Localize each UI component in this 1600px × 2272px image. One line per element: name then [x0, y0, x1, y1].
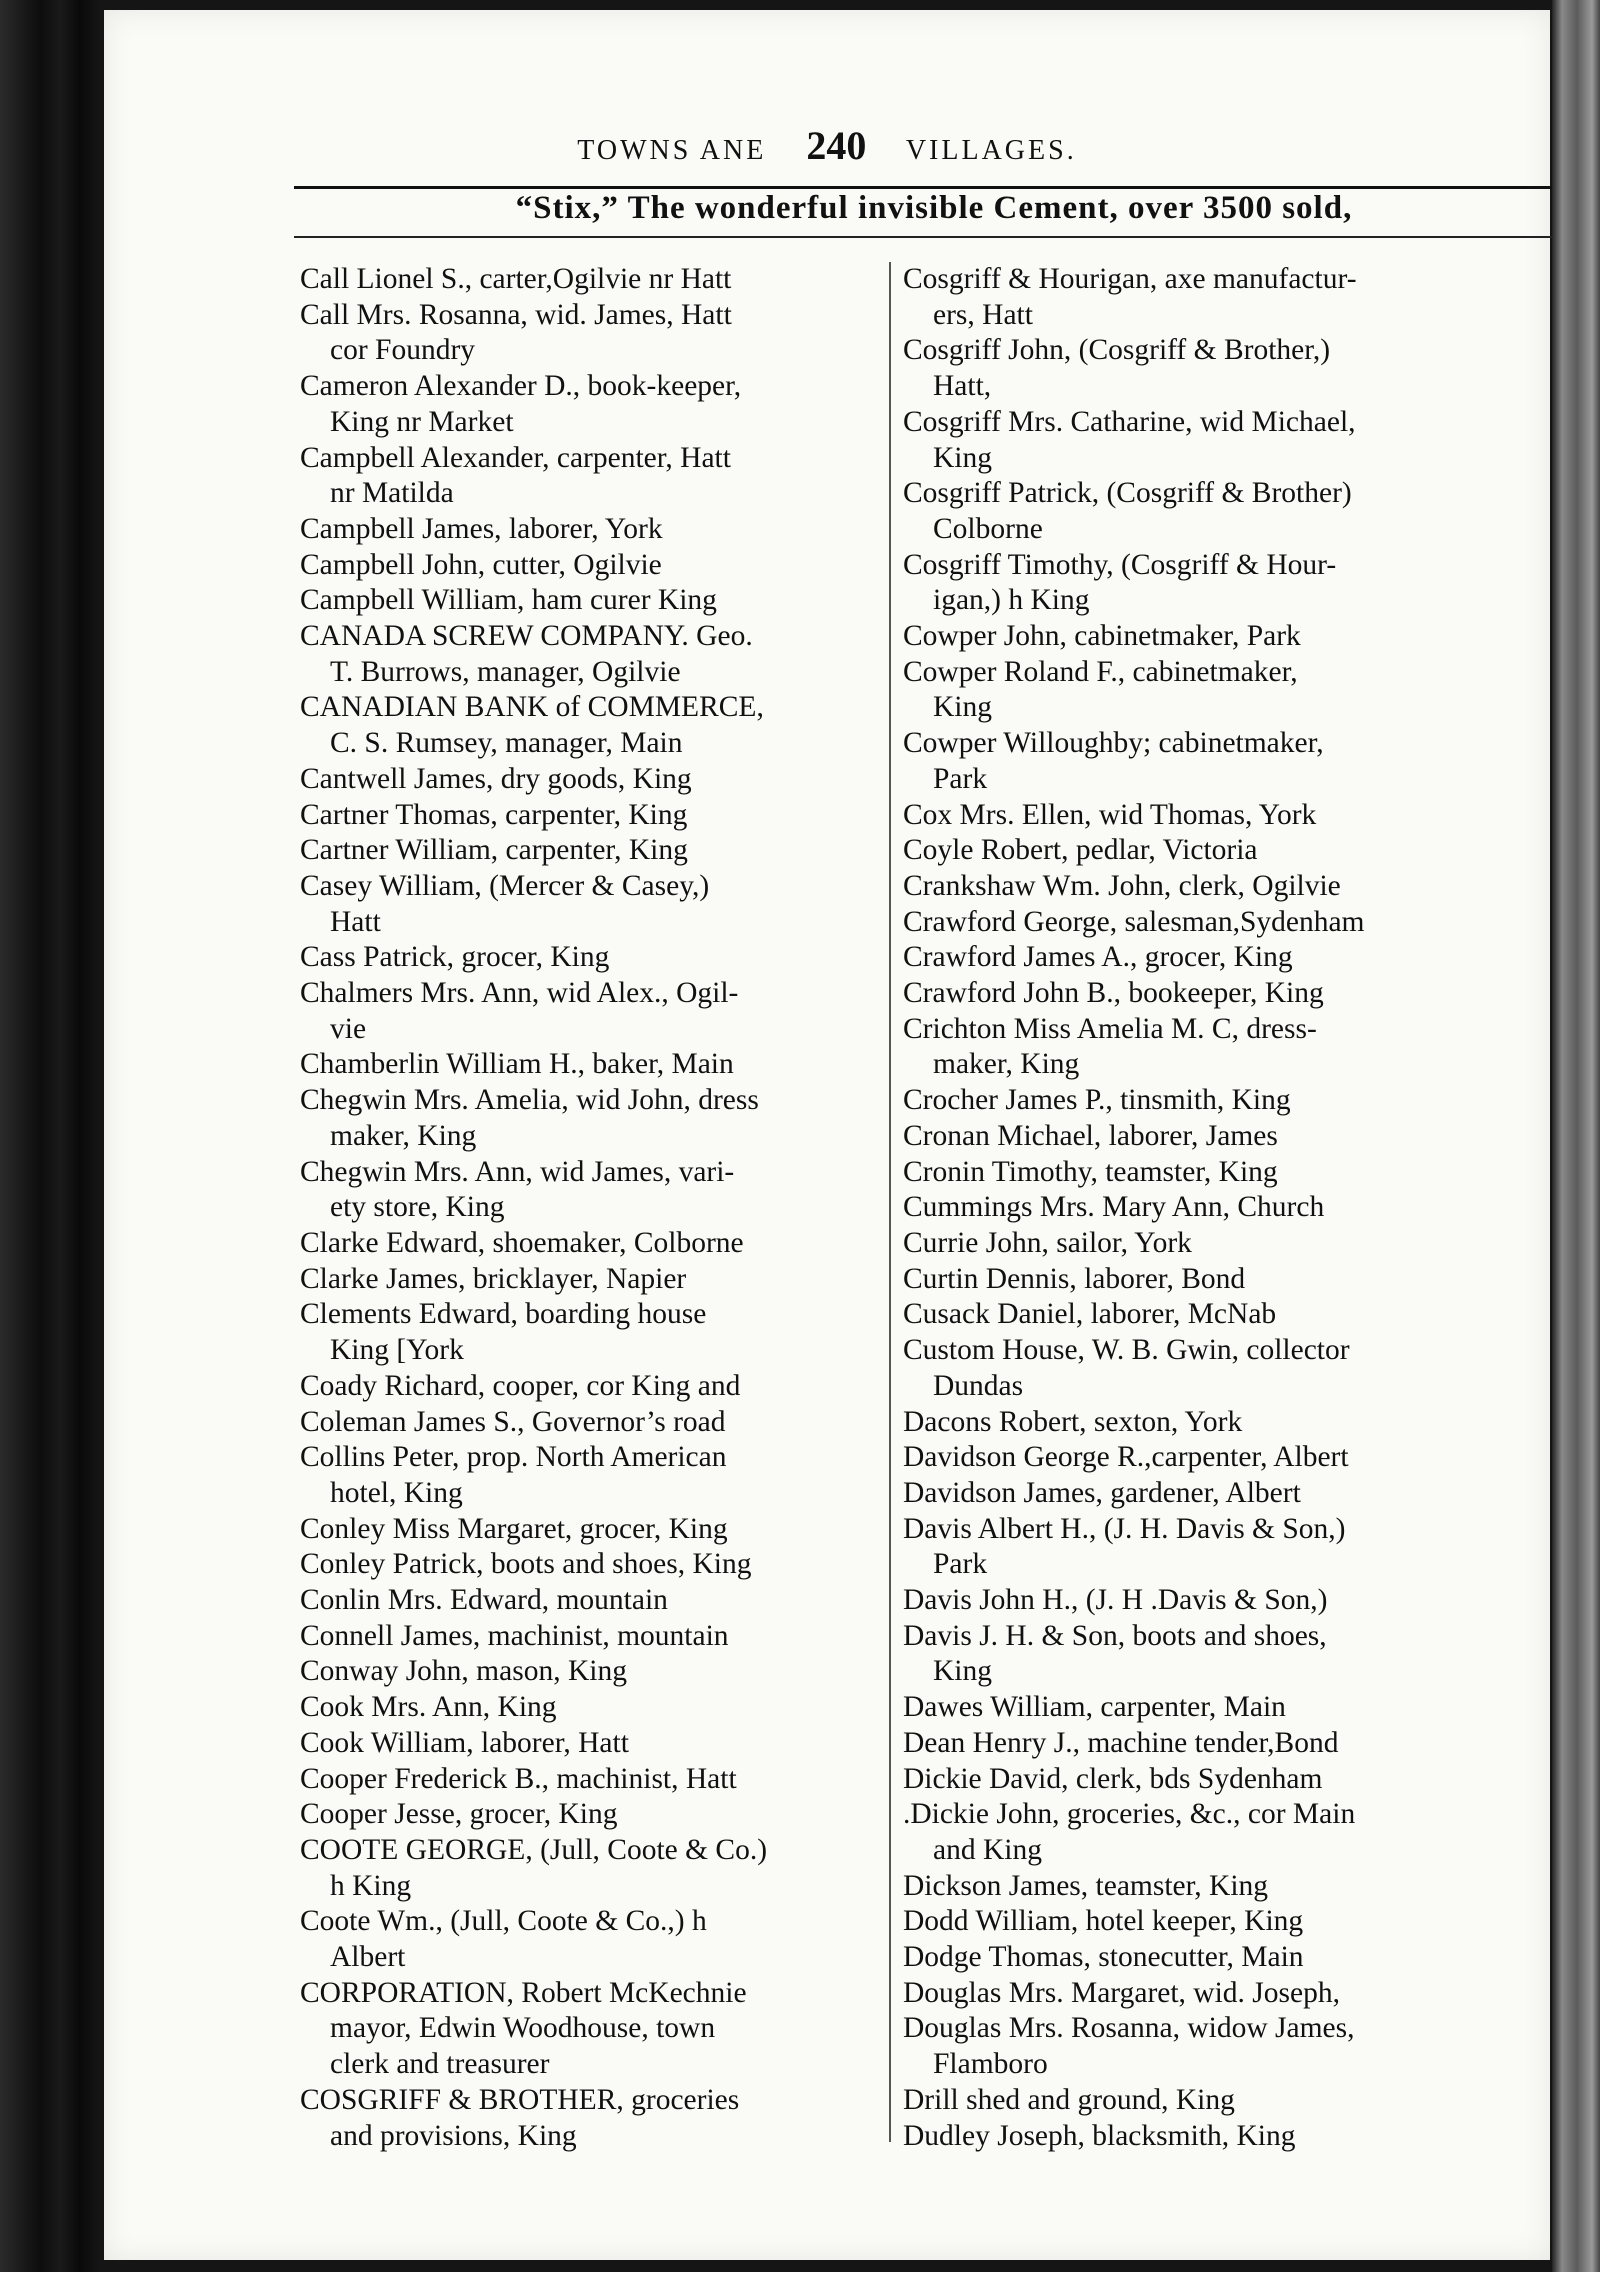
entry-line: Dacons Robert, sexton, York: [903, 1405, 1243, 1438]
entry-line: hotel, King: [330, 1476, 463, 1509]
entry-line: Davis Albert H., (J. H. Davis & Son,): [903, 1512, 1346, 1545]
entry-line: Chegwin Mrs. Ann, wid James, vari-: [300, 1155, 735, 1188]
entry-line: Cowper Willoughby; cabinetmaker,: [903, 727, 1324, 760]
header-right: VILLAGES.: [905, 135, 1077, 166]
entry-line: Hatt: [330, 905, 381, 938]
directory-entry: [903, 905, 1478, 941]
entry-line: Dawes William, carpenter, Main: [903, 1691, 1286, 1724]
directory-entry: [300, 798, 875, 834]
directory-entry: [903, 1512, 1478, 1583]
directory-entry: [903, 1190, 1478, 1226]
entry-line: Call Mrs. Rosanna, wid. James, Hatt: [300, 298, 732, 331]
directory-entry: [903, 1155, 1478, 1191]
directory-entry: [903, 619, 1478, 655]
entry-line: Cox Mrs. Ellen, wid Thomas, York: [903, 798, 1317, 831]
directory-entry: [903, 976, 1478, 1012]
entry-line: Clarke James, bricklayer, Napier: [300, 1262, 687, 1295]
entry-line: Douglas Mrs. Margaret, wid. Joseph,: [903, 1976, 1340, 2009]
entry-line: Cowper John, cabinetmaker, Park: [903, 620, 1301, 653]
entry-line: Cronin Timothy, teamster, King: [903, 1155, 1278, 1188]
directory-entry: [903, 548, 1478, 619]
entry-line: Conlin Mrs. Edward, mountain: [300, 1584, 668, 1617]
directory-entry: [300, 1047, 875, 1083]
directory-entry: [903, 1690, 1478, 1726]
directory-entry: [903, 2083, 1478, 2119]
directory-entry: [300, 548, 875, 584]
directory-entry: [300, 583, 875, 619]
directory-entry: [300, 940, 875, 976]
directory-entry: [300, 1583, 875, 1619]
banner-bottom-rule: [294, 236, 1574, 238]
directory-entry: [300, 619, 875, 690]
entry-line: Dean Henry J., machine tender,Bond: [903, 1726, 1339, 1759]
entry-line: Colborne: [933, 512, 1043, 545]
directory-entry: [903, 869, 1478, 905]
entry-line: Campbell James, laborer, York: [300, 512, 663, 545]
entry-line: Call Lionel S., carter,Ogilvie nr Hatt: [300, 263, 732, 295]
entry-line: Casey William, (Mercer & Casey,): [300, 869, 710, 902]
entry-line: Crocher James P., tinsmith, King: [903, 1084, 1291, 1117]
entry-line: Park: [933, 762, 988, 795]
entry-line: Coote Wm., (Jull, Coote & Co.,) h: [300, 1905, 707, 1938]
entry-line: Clarke Edward, shoemaker, Colborne: [300, 1226, 744, 1259]
entry-line: Hatt,: [933, 370, 992, 403]
directory-page: [104, 10, 1550, 2260]
directory-entry: [300, 298, 875, 369]
directory-entry: [903, 940, 1478, 976]
entry-line: vie: [330, 1012, 367, 1045]
right-column: [903, 262, 1478, 2154]
entry-line: Clements Edward, boarding house: [300, 1298, 707, 1331]
directory-entry: [903, 798, 1478, 834]
entry-line: Connell James, machinist, mountain: [300, 1619, 729, 1652]
directory-entry: [300, 1083, 875, 1154]
entry-line: Campbell John, cutter, Ogilvie: [300, 548, 662, 581]
entry-line: Park: [933, 1548, 988, 1581]
directory-entry: [903, 1797, 1478, 1868]
entry-line: clerk and treasurer: [330, 2048, 550, 2081]
entry-line: CANADA SCREW COMPANY. Geo.: [300, 620, 753, 653]
entry-line: Flamboro: [933, 2048, 1048, 2081]
entry-line: Campbell Alexander, carpenter, Hatt: [300, 441, 731, 474]
directory-entry: [903, 1297, 1478, 1333]
entry-line: .Dickie John, groceries, &c., cor Main: [903, 1798, 1356, 1831]
entry-line: CORPORATION, Robert McKechnie: [300, 1976, 747, 2009]
running-header: [104, 122, 1550, 169]
directory-entry: [300, 1405, 875, 1441]
directory-entry: [300, 1654, 875, 1690]
entry-line: Cook Mrs. Ann, King: [300, 1691, 557, 1724]
directory-entry: [300, 1690, 875, 1726]
entry-line: Cantwell James, dry goods, King: [300, 762, 692, 795]
entry-line: Cosgriff & Hourigan, axe manufactur-: [903, 263, 1357, 295]
directory-entry: [300, 1726, 875, 1762]
entry-line: Currie John, sailor, York: [903, 1226, 1192, 1259]
entry-line: maker, King: [330, 1119, 477, 1152]
directory-entry: [903, 1226, 1478, 1262]
entry-line: Drill shed and ground, King: [903, 2083, 1235, 2116]
directory-entry: [903, 405, 1478, 476]
left-column: [300, 262, 875, 2154]
directory-entry: [903, 1262, 1478, 1298]
entry-line: Chalmers Mrs. Ann, wid Alex., Ogil-: [300, 977, 739, 1010]
entry-line: King: [933, 441, 992, 474]
entry-line: Cosgriff Patrick, (Cosgriff & Brother): [903, 477, 1352, 510]
entry-line: Davis John H., (J. H .Davis & Son,): [903, 1584, 1328, 1617]
entry-line: ety store, King: [330, 1191, 505, 1224]
entry-line: Chamberlin William H., baker, Main: [300, 1048, 734, 1081]
entry-line: igan,) h King: [933, 584, 1090, 617]
entry-line: Cosgriff Mrs. Catharine, wid Michael,: [903, 405, 1356, 438]
directory-entry: [903, 1940, 1478, 1976]
directory-entry: [300, 512, 875, 548]
entry-line: Collins Peter, prop. North American: [300, 1441, 727, 1474]
directory-entry: [903, 1476, 1478, 1512]
entry-line: Davis J. H. & Son, boots and shoes,: [903, 1619, 1327, 1652]
entry-line: T. Burrows, manager, Ogilvie: [330, 655, 681, 688]
book-edge: [1552, 0, 1600, 2272]
directory-entry: [903, 1083, 1478, 1119]
entry-line: Davidson George R.,carpenter, Albert: [903, 1441, 1349, 1474]
entry-line: Cooper Frederick B., machinist, Hatt: [300, 1762, 737, 1795]
directory-entry: [300, 762, 875, 798]
entry-line: Crankshaw Wm. John, clerk, Ogilvie: [903, 869, 1341, 902]
entry-line: COSGRIFF & BROTHER, groceries: [300, 2083, 740, 2116]
entry-line: Conway John, mason, King: [300, 1655, 627, 1688]
entry-line: h King: [330, 1869, 412, 1902]
directory-entry: [300, 833, 875, 869]
entry-line: Dundas: [933, 1369, 1024, 1402]
entry-line: Cartner Thomas, carpenter, King: [300, 798, 688, 831]
entry-line: King [York: [330, 1334, 464, 1367]
directory-entry: [300, 976, 875, 1047]
directory-entry: [903, 1904, 1478, 1940]
directory-entry: [903, 1405, 1478, 1441]
entry-line: King nr Market: [330, 405, 514, 438]
entry-line: Crawford James A., grocer, King: [903, 941, 1293, 974]
entry-line: maker, King: [933, 1048, 1080, 1081]
entry-line: Crawford George, salesman,Sydenham: [903, 905, 1365, 938]
directory-entry: [903, 1583, 1478, 1619]
entry-line: Dodge Thomas, stonecutter, Main: [903, 1941, 1304, 1974]
directory-entry: [300, 1155, 875, 1226]
column-divider: [889, 262, 891, 2142]
directory-entry: [903, 1333, 1478, 1404]
entry-line: King: [933, 1655, 992, 1688]
directory-entry: [300, 1547, 875, 1583]
directory-entry: [903, 1726, 1478, 1762]
entry-line: Custom House, W. B. Gwin, collector: [903, 1334, 1350, 1367]
directory-entry: [300, 1762, 875, 1798]
directory-entry: [300, 1440, 875, 1511]
entry-line: Curtin Dennis, laborer, Bond: [903, 1262, 1246, 1295]
entry-line: cor Foundry: [330, 334, 476, 367]
entry-line: Coady Richard, cooper, cor King and: [300, 1369, 741, 1402]
directory-entry: [300, 369, 875, 440]
entry-line: Cass Patrick, grocer, King: [300, 941, 610, 974]
entry-line: Dudley Joseph, blacksmith, King: [903, 2119, 1296, 2152]
directory-entry: [903, 726, 1478, 797]
directory-entry: [903, 1976, 1478, 2012]
directory-entry: [300, 2083, 875, 2154]
directory-entry: [903, 1619, 1478, 1690]
entry-line: Crawford John B., bookeeper, King: [903, 977, 1324, 1010]
directory-entry: [300, 1833, 875, 1904]
directory-entry: [300, 690, 875, 761]
entry-line: Dodd William, hotel keeper, King: [903, 1905, 1304, 1938]
entry-line: mayor, Edwin Woodhouse, town: [330, 2012, 716, 2045]
directory-entry: [300, 1976, 875, 2083]
directory-entry: [903, 476, 1478, 547]
entry-line: Cameron Alexander D., book-keeper,: [300, 370, 742, 403]
entry-line: Davidson James, gardener, Albert: [903, 1476, 1301, 1509]
entry-line: Conley Patrick, boots and shoes, King: [300, 1548, 752, 1581]
entry-line: Cook William, laborer, Hatt: [300, 1726, 629, 1759]
entry-line: and King: [933, 1833, 1042, 1866]
directory-entry: [903, 2119, 1478, 2155]
directory-entry: [300, 441, 875, 512]
directory-entry: [903, 1440, 1478, 1476]
page-number: 240: [806, 123, 867, 168]
directory-entry: [903, 1869, 1478, 1905]
directory-entry: [300, 1904, 875, 1975]
directory-entry: [300, 869, 875, 940]
advertisement-banner: “Stix,” The wonderful invisible Cement, over 3500 sold,: [515, 190, 1353, 226]
directory-entry: [300, 1512, 875, 1548]
directory-entry: [903, 262, 1478, 333]
entry-line: Dickie David, clerk, bds Sydenham: [903, 1762, 1323, 1795]
entry-line: Cartner William, carpenter, King: [300, 834, 688, 867]
entry-line: Albert: [330, 1941, 406, 1974]
entry-line: Cowper Roland F., cabinetmaker,: [903, 655, 1298, 688]
entry-line: Dickson James, teamster, King: [903, 1869, 1269, 1902]
banner-top-rule: [294, 186, 1574, 189]
entry-line: Coleman James S., Governor’s road: [300, 1405, 726, 1438]
entry-line: Cooper Jesse, grocer, King: [300, 1798, 618, 1831]
entry-line: Cummings Mrs. Mary Ann, Church: [903, 1191, 1325, 1224]
directory-entry: [903, 2011, 1478, 2082]
entry-line: Chegwin Mrs. Amelia, wid John, dress: [300, 1084, 759, 1117]
entry-line: CANADIAN BANK of COMMERCE,: [300, 691, 764, 724]
directory-entry: [903, 1119, 1478, 1155]
entry-line: Conley Miss Margaret, grocer, King: [300, 1512, 728, 1545]
entry-line: and provisions, King: [330, 2119, 577, 2152]
directory-entry: [300, 1619, 875, 1655]
header-left: TOWNS ANE: [577, 135, 767, 166]
directory-entry: [300, 1797, 875, 1833]
directory-entry: [903, 833, 1478, 869]
directory-entry: [300, 1262, 875, 1298]
directory-entry: [903, 1012, 1478, 1083]
entry-line: Cosgriff Timothy, (Cosgriff & Hour-: [903, 548, 1337, 581]
entry-line: Campbell William, ham curer King: [300, 584, 717, 617]
entry-line: Cronan Michael, laborer, James: [903, 1119, 1278, 1152]
entry-line: Cusack Daniel, laborer, McNab: [903, 1298, 1277, 1331]
entry-line: King: [933, 691, 992, 724]
entry-line: Douglas Mrs. Rosanna, widow James,: [903, 2012, 1355, 2045]
directory-entry: [903, 1762, 1478, 1798]
entry-line: Crichton Miss Amelia M. C, dress-: [903, 1012, 1317, 1045]
entry-line: Coyle Robert, pedlar, Victoria: [903, 834, 1258, 867]
entry-line: C. S. Rumsey, manager, Main: [330, 727, 683, 760]
entry-line: ers, Hatt: [933, 298, 1033, 331]
directory-entry: [300, 1369, 875, 1405]
directory-entry: [903, 655, 1478, 726]
directory-entry: [903, 333, 1478, 404]
directory-entry: [300, 1226, 875, 1262]
directory-entry: [300, 1297, 875, 1368]
directory-entry: [300, 262, 875, 298]
entry-line: nr Matilda: [330, 477, 454, 510]
entry-line: Cosgriff John, (Cosgriff & Brother,): [903, 334, 1331, 367]
entry-line: COOTE GEORGE, (Jull, Coote & Co.): [300, 1833, 768, 1866]
